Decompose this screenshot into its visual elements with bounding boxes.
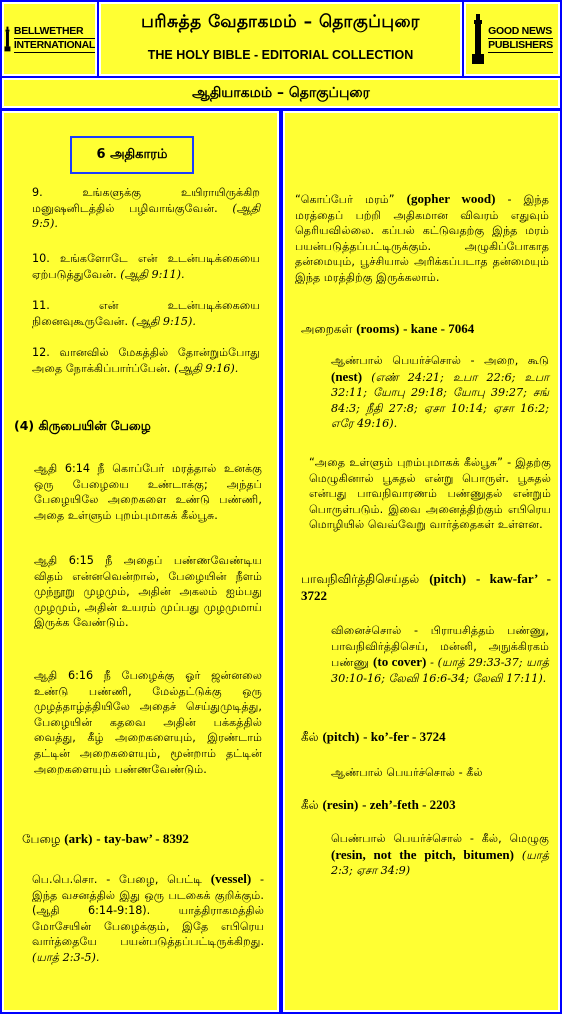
pitch-verb-entry: பாவநிவிர்த்திசெய்தல் (pitch) - kaw-far’ - 3722 [301,571,551,603]
resin-note: பெண்பால் பெயர்ச்சொல் - கீல், மெழுகு (resin, not the pitch, bitumen) (யாத் 2:3; ஏசா 34:9) [331,832,549,878]
coating-note: “அதை உள்ளும் புறம்புமாகக் கீல்பூசு” - இதற்கு மெழுகினால் பூசுதல் என்று பொருள். பூசுதல் என்பது பாவநிவாரணம் பண்ணுதல் என்றும் பொருள்படும். இவை அனைத்திற்கும் எபிரெய மொழியில் வெவ்வேறு வார்த்தைகள் உள்ளன. [309,456,551,532]
header-title [99,2,462,76]
pitch-verb-note: வினைச்சொல் - பிராயசித்தம் பண்ணு, பாவநிவிர்த்திசெய், மன்னி, அநுக்கிரகம் பண்ணு (to cover) - (யாத் 29:33-37; யாத் 30:10-16; லேவி 16:6-34; லேவி 17:11). [331,624,549,685]
rooms-entry: அறைகள் (rooms) - kane - 7064 [301,321,475,336]
passage: ஆதி 6:15 நீ அதைப் பண்ணவேண்டிய விதம் என்னவென்றால், பேழையின் நீளம் முந்நூறு முழமும், அதின் அகலம் ஐம்பது முழமும், அதின் உயரம் முப்பது முழமுமாய் இருக்க வேண்டும். [34,554,262,630]
list-item: 12. வானவில் மேகத்தில் தோன்றும்போது அதை நோக்கிப்பார்ப்பேன். (ஆதி 9:16). [32,346,260,375]
chapter-box [70,136,194,174]
ark-entry: பேழை (ark) - tay-baw’ - 8392 [22,831,189,846]
right-column [283,111,560,1012]
rooms-note: ஆண்பால் பெயர்ச்சொல் - அறை, கூடு (nest) (எண் 24:21; உபா 22:6; உபா 32:11; யோபு 29:18; யோபு 39:27; சங் 84:3; நீதி 27:8; ஏசா 10:14; ஏசா 16:2; எரே 49:16). [331,354,549,431]
chapter-title: 6 அதிகாரம் [96,147,168,162]
title-tamil: பரிசுத்த வேதாகமம் – தொகுப்புரை [141,12,420,32]
bellwether-logo [2,2,97,76]
section-heading: (4) கிருபையின் பேழை [14,418,151,433]
pitch-noun-entry: கீல் (pitch) - ko’-fer - 3724 [301,729,446,744]
passage: ஆதி 6:16 நீ பேழைக்கு ஓர் ஜன்னலை உண்டு பண்ணி, மேல்தட்டுக்கு ஒரு முழத்தாழ்த்தியிலே அதைச் செய்துமுடித்து, பேழையின் கதவை அதின் பக்கத்தில் வைத்து, கீழ் அறைகளையும், இரண்டாம் தட்டின் அறைகளையும், மூன்றாம் தட்டின் அறைகளையும் பண்ணவேண்டும். [34,669,262,776]
tower-icon [471,14,485,64]
logo-left-line1: BELLWETHER [14,25,95,39]
list-item: 10. உங்களோடே என் உடன்படிக்கையை ஏற்படுத்துவேன். (ஆதி 9:11). [32,252,260,281]
logo-right-line2: PUBLISHERS [488,39,553,51]
resin-entry: கீல் (resin) - zeh’-feth - 2203 [301,797,456,812]
list-item: 11. என் உடன்படிக்கையை நினைவுகூருவேன். (ஆதி 9:15). [32,299,260,328]
tower-icon [4,14,11,64]
pitch-noun-note: ஆண்பால் பெயர்ச்சொல் - கீல் [331,766,483,779]
gopher-note: “கொப்பேர் மரம்” (gopher wood) - இந்த மரத்தைப் பற்றி அதிகமான விவரம் எதுவும் தெரியவில்லை. கப்பல் கட்டுவதற்கு இந்த மரம் பயன்படுத்தப்பட்டிருக்கும். அழுகிப்போகாத தன்மையும், பூச்சியால் அரிக்கப்படாத தன்மையும் இந்த மரத்திற்கு இருக்கலாம். [295,191,549,284]
subtitle: ஆதியாகமம் – தொகுப்புரை [192,85,370,101]
left-column [2,111,279,1012]
logo-right-line1: GOOD NEWS [488,25,552,37]
title-english: THE HOLY BIBLE - EDITORIAL COLLECTION [147,48,414,62]
ark-note: பெ.பெ.சொ. - பேழை, பெட்டி (vessel) - இந்த வசனத்தில் இது ஒரு படகைக் குறிக்கும். (ஆதி 6:14-9:18). யாத்திராகமத்தில் மோசேயின் பேழைக்கும், இதே எபிரெய வார்த்தையே பயன்படுத்தப்பட்டிருக்கிறது. (யாத் 2:3-5). [32,871,264,964]
subtitle-bar [2,78,560,108]
logo-left-line2: INTERNATIONAL [13,39,95,51]
good-news-logo [464,2,560,76]
list-item: 9. உங்களுக்கு உயிராயிருக்கிற மனுஷனிடத்தில் பழிவாங்குவேன். (ஆதி 9:5). [32,186,260,231]
passage: ஆதி 6:14 நீ கொப்பேர் மரத்தால் உனக்கு ஒரு பேழையை உண்டாக்கு; அந்தப் பேழையிலே அறைகளை உண்டு பண்ணி, அதை உள்ளும் புறம்புமாகக் கீல்பூசு. [34,462,262,522]
